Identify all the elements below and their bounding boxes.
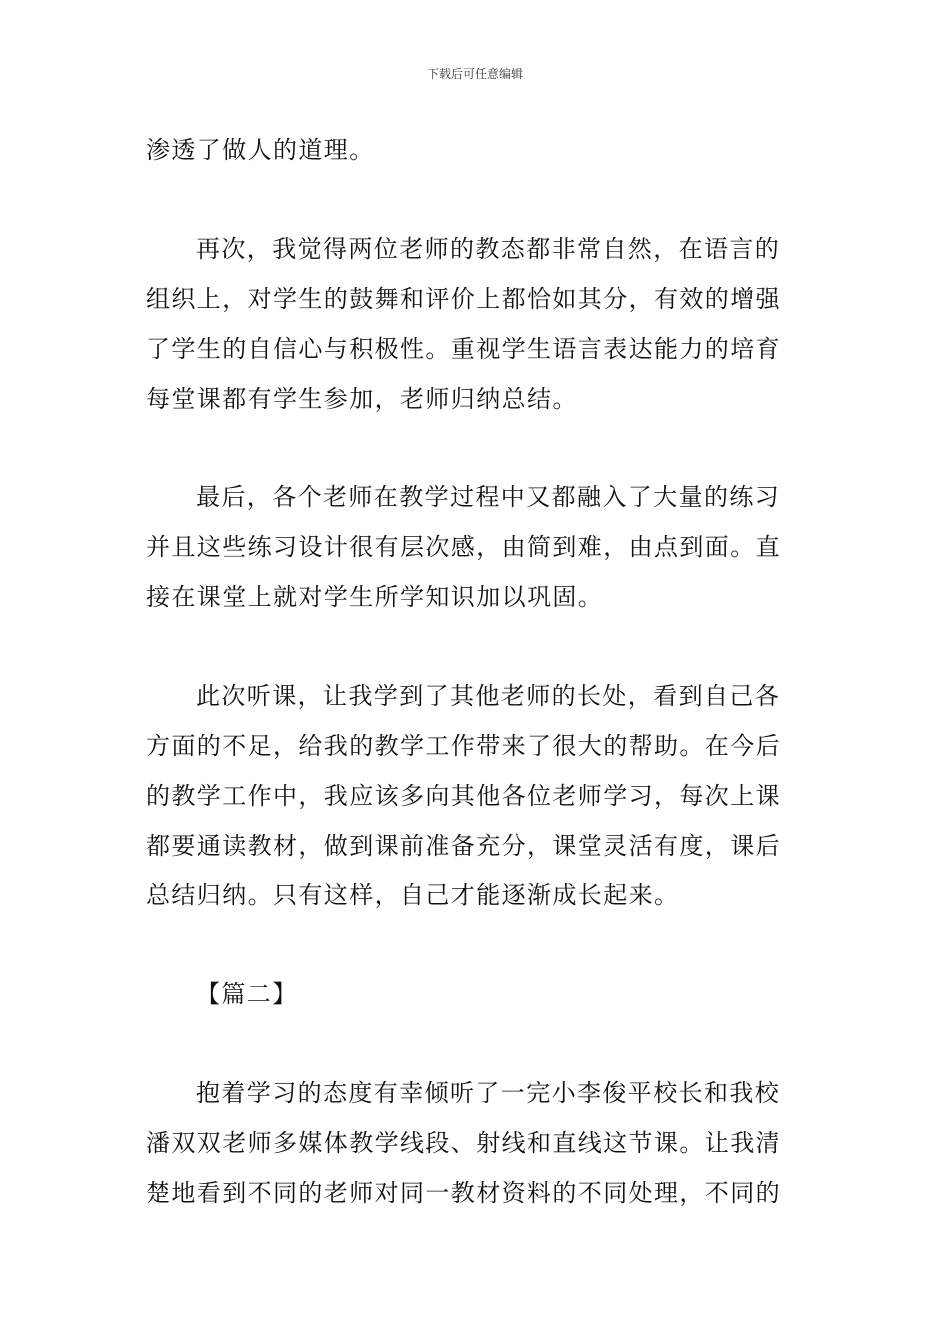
text-line: 方面的不足，给我的教学工作带来了很大的帮助。在今后 xyxy=(146,732,781,760)
text-line: 抱着学习的态度有幸倾听了一完小李俊平校长和我校 xyxy=(196,1079,781,1107)
text-line: 了学生的自信心与积极性。重视学生语言表达能力的培育 xyxy=(146,335,781,363)
text-line: 组织上，对学生的鼓舞和评价上都恰如其分，有效的增强 xyxy=(146,285,781,313)
text-line: 的教学工作中，我应该多向其他各位老师学习，每次上课 xyxy=(146,782,781,810)
text-line: 每堂课都有学生参加，老师归纳总结。 xyxy=(146,385,578,413)
text-line: 都要通读教材，做到课前准备充分，课堂灵活有度，课后 xyxy=(146,832,781,860)
text-line: 此次听课，让我学到了其他老师的长处，看到自己各 xyxy=(196,682,781,710)
text-line: 最后，各个老师在教学过程中又都融入了大量的练习 xyxy=(196,483,781,511)
text-line: 再次，我觉得两位老师的教态都非常自然，在语言的 xyxy=(196,235,781,263)
text-line: 接在课堂上就对学生所学知识加以巩固。 xyxy=(146,583,604,611)
text-line: 楚地看到不同的老师对同一教材资料的不同处理，不同的 xyxy=(146,1179,781,1207)
section-heading: 【篇二】 xyxy=(196,980,298,1008)
header-note: 下载后可任意编辑 xyxy=(426,67,523,81)
text-line: 并且这些练习设计很有层次感，由简到难，由点到面。直 xyxy=(146,533,781,561)
text-line: 潘双双老师多媒体教学线段、射线和直线这节课。让我清 xyxy=(146,1129,781,1157)
text-line: 总结归纳。只有这样，自己才能逐渐成长起来。 xyxy=(146,881,680,909)
text-line: 渗透了做人的道理。 xyxy=(146,136,375,164)
